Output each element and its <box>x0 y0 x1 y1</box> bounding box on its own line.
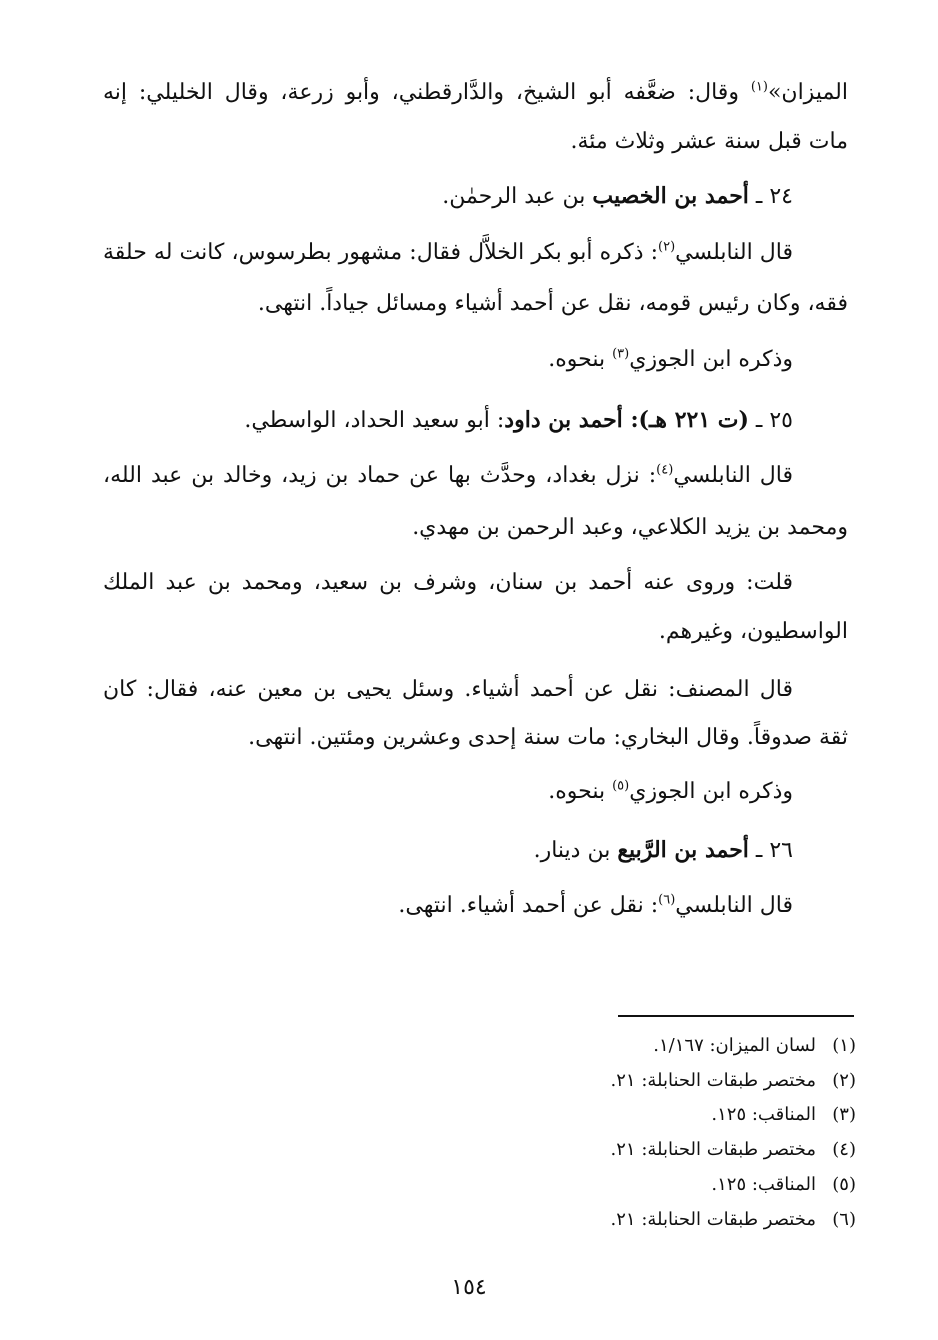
entry-heading: ٢٤ ـ أحمد بن الخصيب بن عبد الرحمٰن. <box>442 183 793 209</box>
footnote-ref: (٣) <box>612 346 630 362</box>
footnote-number: (٥) <box>832 1174 856 1195</box>
entry-heading: ٢٦ ـ أحمد بن الرَّبيع بن دينار. <box>533 837 793 863</box>
page-number: ١٥٤ <box>451 1275 487 1300</box>
paragraph-line: وذكره ابن الجوزي$^{(٥)}$ بنحوه. <box>548 778 793 804</box>
paragraph-line: ومحمد بن يزيد الكلاعي، وعبد الرحمن بن مهدي. <box>412 515 848 540</box>
footnote-ref: (٤) <box>656 462 674 478</box>
paragraph-line: قلت: وروى عنه أحمد بن سنان، وشرف بن سعيد، ومحمد بن عبد الملك <box>103 570 793 595</box>
footnote-text: المناقب: ١٢٥. <box>711 1104 816 1125</box>
footnote-text: مختصر طبقات الحنابلة: ٢١. <box>610 1070 816 1091</box>
footnote-number: (٤) <box>832 1139 856 1160</box>
entry-name: (ت ٢٢١ هـ): أحمد بن داود <box>504 407 749 433</box>
footnote-number: (٣) <box>832 1104 856 1125</box>
entry-heading: ٢٥ ـ (ت ٢٢١ هـ): أحمد بن داود: أبو سعيد الحداد، الواسطي. <box>244 407 793 433</box>
footnote <box>711 1102 856 1128</box>
paragraph-line: فقه، وكان رئيس قومه، نقل عن أحمد أشياء ومسائل جياداً. انتهى. <box>257 291 848 316</box>
footnote <box>611 1207 856 1233</box>
footnote-number: (٦) <box>832 1209 856 1230</box>
paragraph-line: ثقة صدوقاً. وقال البخاري: مات سنة إحدى وعشرين ومئتين. انتهى. <box>248 725 848 750</box>
paragraph-line: قال النابلسي$^{(٢)}$: ذكره أبو بكر الخلاَّل فقال: مشهور بطرسوس، كانت له حلقة <box>103 239 793 265</box>
footnote-text: مختصر طبقات الحنابلة: ٢١. <box>610 1139 816 1160</box>
paragraph-line: وذكره ابن الجوزي$^{(٣)}$ بنحوه. <box>548 346 793 372</box>
footnote-ref: (٦) <box>658 892 676 908</box>
footnote-ref: (٥) <box>612 778 630 794</box>
footnote-number: (٢) <box>832 1070 856 1091</box>
paragraph-line: قال النابلسي$^{(٤)}$: نزل بغداد، وحدَّث بها عن حماد بن زيد، وخالد بن عبد الله، <box>103 462 793 488</box>
footnote-ref: (١) <box>750 79 768 95</box>
paragraph-line: قال المصنف: نقل عن أحمد أشياء. وسئل يحيى بن معين عنه، فقال: كان <box>103 677 793 702</box>
entry-name: أحمد بن الرَّبيع <box>617 837 749 863</box>
footnote <box>711 1172 856 1198</box>
paragraph-line: الميزان»$^{(١)}$ وقال: ضعَّفه أبو الشيخ، والدَّارقطني، وأبو زرعة، وقال الخليلي: إنه <box>103 79 848 105</box>
footnote-text: لسان الميزان: ١/١٦٧. <box>653 1035 816 1056</box>
footnote-separator <box>618 1015 854 1017</box>
footnote-text: مختصر طبقات الحنابلة: ٢١. <box>610 1209 816 1230</box>
footnote <box>611 1137 856 1163</box>
footnote-ref: (٢) <box>658 239 676 255</box>
paragraph-line: الواسطيون، وغيرهم. <box>658 619 848 644</box>
footnote <box>653 1033 856 1059</box>
footnote-number: (١) <box>832 1035 856 1056</box>
footnote <box>611 1068 856 1094</box>
footnote-text: المناقب: ١٢٥. <box>711 1174 816 1195</box>
paragraph-line: قال النابلسي$^{(٦)}$: نقل عن أحمد أشياء. انتهى. <box>398 892 793 918</box>
paragraph-line: مات قبل سنة عشر وثلاث مئة. <box>570 129 848 154</box>
entry-name: أحمد بن الخصيب <box>592 183 749 209</box>
